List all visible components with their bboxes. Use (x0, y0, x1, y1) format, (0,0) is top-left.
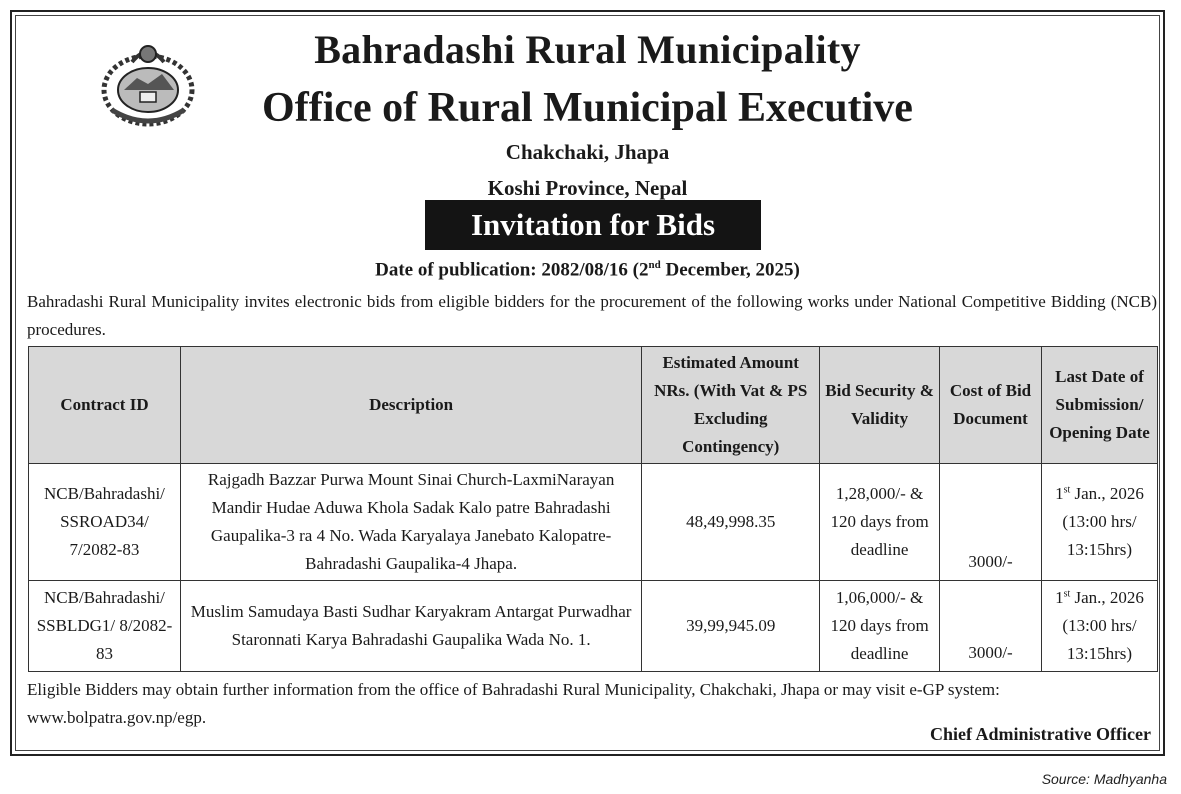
office-name: Office of Rural Municipal Executive (262, 85, 913, 131)
source-credit: Source: Madhyanha (1041, 771, 1167, 787)
publication-date (12, 259, 1163, 281)
cell-last-date (1042, 464, 1158, 581)
date-rest: Jan., 2026 (13:00 hrs/ 13:15hrs) (1062, 588, 1144, 663)
table-row (29, 581, 1158, 672)
header-description: Description (180, 347, 641, 464)
header-contract-id: Contract ID (29, 347, 181, 464)
table-header-row (29, 347, 1158, 464)
invitation-for-bids-banner: Invitation for Bids (425, 200, 761, 250)
date-day: 1 (1055, 588, 1064, 607)
cell-contract-id: NCB/Bahradashi/ SSROAD34/ 7/2082-83 (29, 464, 181, 581)
province-country: Koshi Province, Nepal (487, 176, 688, 200)
publication-date-suffix: December, 2025) (660, 259, 800, 281)
cell-description: Rajgadh Bazzar Purwa Mount Sinai Church-LaxmiNarayan Mandir Hudae Aduwa Khola Sadak Kalo patre Bahradashi Gaupalika-3 ra 4 No. Wada Karyalaya Janebato Kalopatre-Bahradashi Gaupalika-4 Jhapa. (180, 464, 641, 581)
date-day: 1 (1055, 484, 1064, 503)
cell-estimated-amount: 39,99,945.09 (642, 581, 820, 672)
cell-bid-security: 1,28,000/- & 120 days from deadline (820, 464, 940, 581)
date-ordinal: st (1063, 484, 1071, 496)
header-estimated-amount: Estimated Amount NRs. (With Vat & PS Excluding Contingency) (642, 347, 820, 464)
header-last-date: Last Date of Submission/ Opening Date (1042, 347, 1158, 464)
table-row (29, 464, 1158, 581)
date-rest: Jan., 2026 (13:00 hrs/ 13:15hrs) (1062, 484, 1144, 559)
cell-cost: 3000/- (940, 464, 1042, 581)
publication-date-ordinal: nd (648, 259, 661, 271)
office-location: Chakchaki, Jhapa (505, 140, 670, 164)
further-information-paragraph: Eligible Bidders may obtain further information from the office of Bahradashi Rural Municipality, Chakchaki, Jhapa or may visit e-GP system: www.bolpatra.gov.np/egp. (27, 680, 1000, 727)
header-cost-of-bid-document: Cost of Bid Document (940, 347, 1042, 464)
header-bid-security: Bid Security & Validity (820, 347, 940, 464)
cell-last-date (1042, 581, 1158, 672)
cell-cost: 3000/- (940, 581, 1042, 672)
bid-notice (10, 10, 1165, 756)
municipality-name: Bahradashi Rural Municipality (314, 27, 861, 72)
publication-date-prefix: Date of publication: 2082/08/16 (2 (375, 259, 649, 281)
signoff-title: Chief Administrative Officer (930, 724, 1151, 744)
cell-bid-security: 1,06,000/- & 120 days from deadline (820, 581, 940, 672)
cell-contract-id: NCB/Bahradashi/ SSBLDG1/ 8/2082-83 (29, 581, 181, 672)
intro-paragraph: Bahradashi Rural Municipality invites electronic bids from eligible bidders for the procurement of the following works under National Competitive Bidding (NCB) procedures. (27, 292, 1157, 339)
cell-estimated-amount: 48,49,998.35 (642, 464, 820, 581)
bids-table (28, 346, 1158, 672)
date-ordinal: st (1063, 588, 1071, 600)
cell-description: Muslim Samudaya Basti Sudhar Karyakram Antargat Purwadhar Staronnati Karya Bahradashi Gaupalika Wada No. 1. (180, 581, 641, 672)
